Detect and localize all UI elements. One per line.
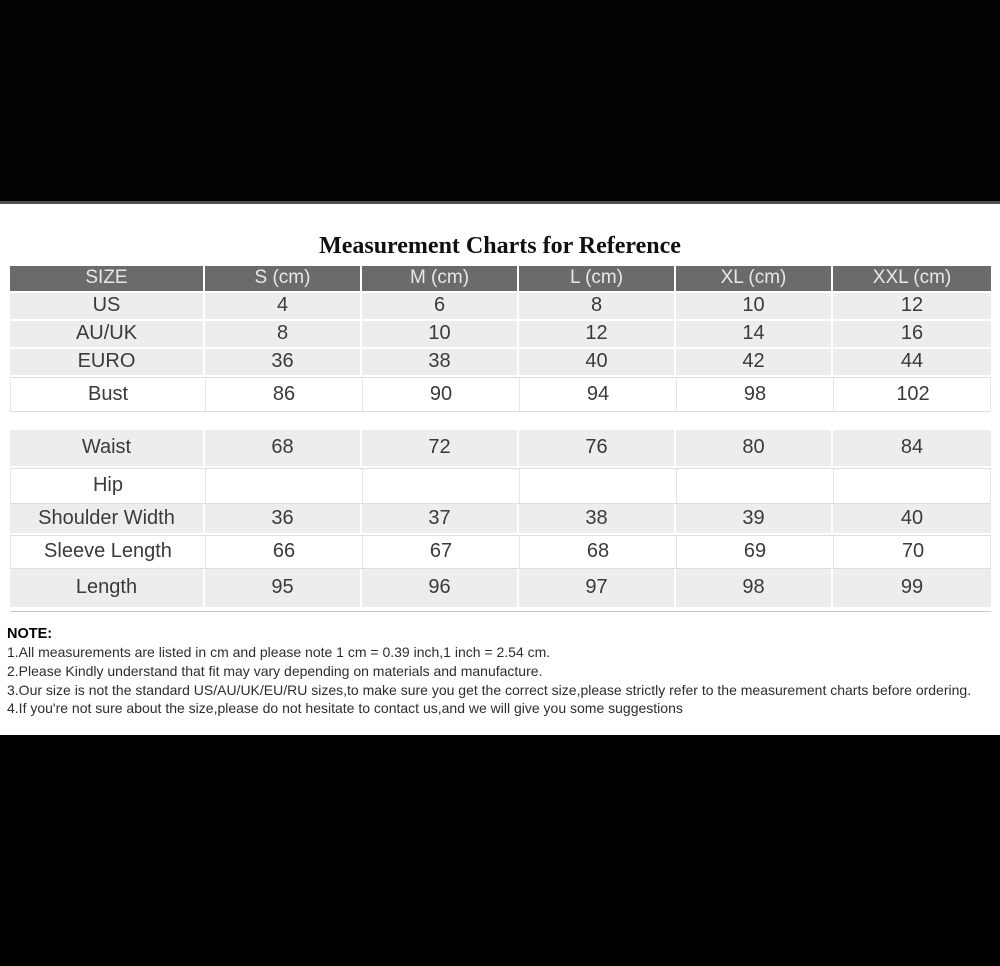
- table-cell: 37: [362, 504, 519, 533]
- row-label: Bust: [11, 378, 206, 411]
- header-cell-l: L (cm): [519, 266, 676, 291]
- note-item-3: 3.Our size is not the standard US/AU/UK/EU/RU sizes,to make sure you get the correct size,please strictly refer to the measurement charts before ordering.: [7, 681, 972, 698]
- note-item-4: 4.If you're not sure about the size,please do not hesitate to contact us,and we will give you some suggestions: [7, 700, 683, 717]
- table-cell: 94: [520, 378, 677, 411]
- table-row-waist: [10, 430, 991, 466]
- header-cell-xxl: XXL (cm): [872, 267, 952, 289]
- table-cell: 68: [520, 536, 677, 568]
- note-heading: NOTE:: [7, 625, 53, 642]
- row-label: Length: [10, 569, 205, 607]
- page-title: Measurement Charts for Reference: [319, 233, 681, 259]
- table-cell: 90: [363, 378, 520, 411]
- table-row-au-uk: [10, 321, 991, 347]
- table-cell: 72: [362, 430, 519, 466]
- table-header-row: [10, 266, 991, 291]
- header-cell-xl: XL (cm): [676, 266, 833, 291]
- letterbox-bottom: [0, 735, 1000, 966]
- note-item-1: 1.All measurements are listed in cm and please note 1 cm = 0.39 inch,1 inch = 2.54 cm.: [7, 644, 551, 661]
- table-cell: 70: [901, 540, 925, 563]
- table-cell: 84: [900, 436, 924, 459]
- letterbox-top: [0, 0, 1000, 204]
- header-cell-s: S (cm): [205, 266, 362, 291]
- table-cell: 4: [205, 293, 362, 319]
- table-cell: 12: [900, 294, 924, 317]
- table-cell: 40: [519, 349, 676, 375]
- table-cell: 16: [900, 322, 924, 345]
- table-cell: 10: [362, 321, 519, 347]
- table-row-length: [10, 569, 991, 607]
- table-cell: [206, 469, 363, 503]
- row-label: US: [10, 293, 205, 319]
- table-cell: 39: [676, 504, 833, 533]
- size-chart-image: [0, 204, 1000, 735]
- header-cell-m: M (cm): [362, 266, 519, 291]
- note-section: [7, 625, 982, 718]
- row-label: EURO: [10, 349, 205, 375]
- table-cell: 44: [900, 350, 924, 373]
- table-cell: 98: [677, 378, 834, 411]
- table-cell: 96: [362, 569, 519, 607]
- size-chart-table: [10, 266, 991, 612]
- table-cell: 38: [362, 349, 519, 375]
- table-row-euro: [10, 349, 991, 375]
- row-label: Hip: [11, 469, 206, 503]
- header-cell-size: SIZE: [10, 266, 205, 291]
- table-spacer-row: [10, 412, 991, 430]
- table-cell: 97: [519, 569, 676, 607]
- table-cell: 10: [676, 293, 833, 319]
- table-cell: 102: [896, 382, 930, 405]
- table-cell: 14: [676, 321, 833, 347]
- table-cell: 95: [205, 569, 362, 607]
- row-label: AU/UK: [10, 321, 205, 347]
- table-cell: 36: [205, 504, 362, 533]
- table-cell: 98: [676, 569, 833, 607]
- table-cell: [677, 469, 834, 503]
- table-cell: 67: [363, 536, 520, 568]
- table-cell: 6: [362, 293, 519, 319]
- table-cell: 76: [519, 430, 676, 466]
- table-cell: 80: [676, 430, 833, 466]
- table-cell: [520, 469, 677, 503]
- table-row-sleeve-length: [10, 535, 991, 569]
- table-cell: 38: [519, 504, 676, 533]
- table-cell: 8: [519, 293, 676, 319]
- table-cell: 36: [205, 349, 362, 375]
- table-cell: 68: [205, 430, 362, 466]
- table-cell: [363, 469, 520, 503]
- table-row-shoulder-width: [10, 504, 991, 533]
- table-cell: 8: [205, 321, 362, 347]
- table-cell: 99: [900, 576, 924, 599]
- table-row-us: [10, 293, 991, 319]
- table-cell: 42: [676, 349, 833, 375]
- note-item-2: 2.Please Kindly understand that fit may vary depending on materials and manufacture.: [7, 662, 543, 679]
- row-label: Shoulder Width: [10, 504, 205, 533]
- table-cell: 12: [519, 321, 676, 347]
- table-cell: 40: [900, 506, 924, 529]
- table-cell: 86: [206, 378, 363, 411]
- table-cell: 66: [206, 536, 363, 568]
- table-row-hip: [10, 468, 991, 504]
- row-label: Sleeve Length: [11, 536, 206, 568]
- row-label: Waist: [10, 430, 205, 466]
- table-row-bust: [10, 377, 991, 412]
- table-cell: 69: [677, 536, 834, 568]
- table-cell: [834, 469, 992, 503]
